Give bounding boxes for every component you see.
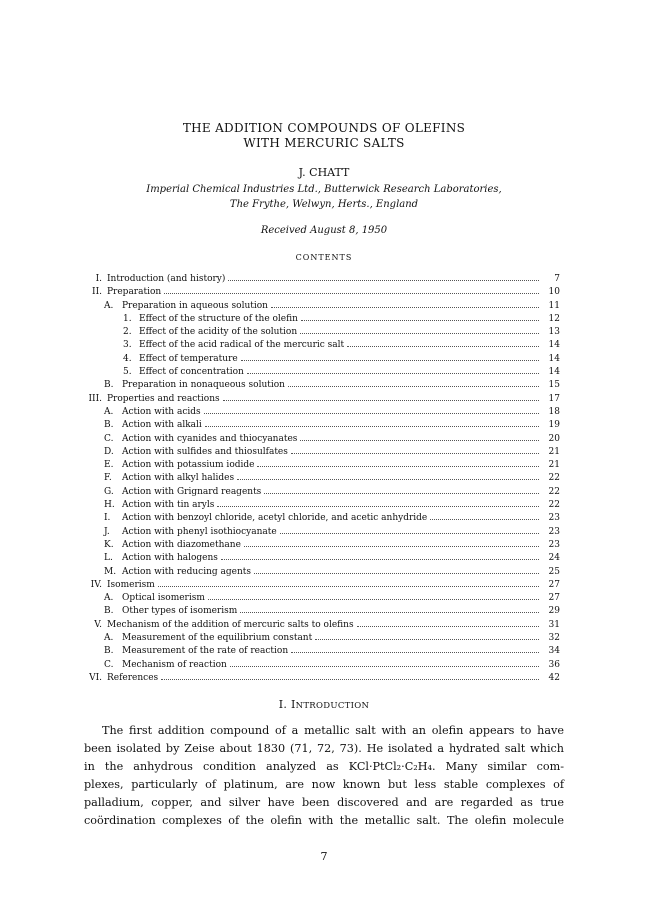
- toc-entry: [72, 511, 560, 524]
- toc-entry-number: III.: [88, 393, 102, 404]
- toc-entry: [72, 445, 560, 458]
- toc-entry-title: Action with tin aryls: [122, 500, 215, 511]
- toc-entry: [72, 432, 560, 445]
- toc-entry-title: Action with Grignard reagents: [122, 486, 262, 497]
- toc-entry-number: J.: [104, 526, 110, 537]
- toc-entry-page: 22: [548, 486, 560, 497]
- toc-entry-page: 23: [548, 526, 560, 537]
- toc-leader-dots: [264, 485, 539, 494]
- toc-entry-title: Effect of concentration: [139, 367, 244, 378]
- toc-entry: [72, 312, 560, 325]
- toc-leader-dots: [430, 511, 539, 520]
- body-line: plexes, particularly of platinum, are now known but less stable complexes of: [84, 778, 564, 791]
- toc-leader-dots: [315, 631, 539, 640]
- affiliation-line-1: Imperial Chemical Industries Ltd., Butterwick Research Laboratories,: [146, 184, 502, 195]
- toc-leader-dots: [161, 671, 539, 680]
- toc-entry-number: 1.: [123, 313, 132, 324]
- toc-entry: [72, 365, 560, 378]
- toc-entry: [72, 405, 560, 418]
- toc-entry-number: A.: [104, 593, 114, 604]
- toc-entry: [72, 591, 560, 604]
- toc-entry-page: 20: [548, 433, 560, 444]
- toc-leader-dots: [244, 538, 539, 547]
- toc-entry-page: 23: [548, 513, 560, 524]
- toc-entry: [72, 299, 560, 312]
- toc-entry-page: 22: [548, 500, 560, 511]
- toc-leader-dots: [208, 591, 539, 600]
- toc-entry-number: 2.: [123, 327, 132, 338]
- toc-entry: [72, 525, 560, 538]
- toc-entry-number: A.: [104, 300, 114, 311]
- toc-entry-number: IV.: [90, 579, 102, 590]
- toc-entry-title: Measurement of the equilibrium constant: [122, 633, 313, 644]
- affiliation-line-2: The Frythe, Welwyn, Herts., England: [229, 199, 419, 210]
- body-line: been isolated by Zeise about 1830 (71, 72, 73). He isolated a hydrated salt which: [84, 742, 564, 755]
- body-line: coördination complexes of the olefin with the metallic salt. The olefin molecule: [84, 814, 564, 827]
- toc-entry-title: Effect of the acid radical of the mercuric salt: [139, 340, 345, 351]
- toc-entry-page: 36: [548, 659, 560, 670]
- toc-entry-number: F.: [104, 473, 112, 484]
- received-date: Received August 8, 1950: [260, 225, 388, 236]
- toc-entry-number: II.: [92, 287, 102, 298]
- toc-entry-title: Isomerism: [107, 579, 155, 590]
- author-name: J. CHATT: [298, 166, 350, 179]
- toc-entry-title: Action with phenyl isothiocyanate: [122, 526, 277, 537]
- toc-entry-page: 29: [548, 606, 560, 617]
- toc-entry-title: Action with potassium iodide: [122, 460, 255, 471]
- toc-entry-number: 4.: [123, 353, 132, 364]
- toc-entry-number: B.: [104, 646, 114, 657]
- toc-entry-number: K.: [104, 539, 114, 550]
- toc-leader-dots: [291, 445, 539, 454]
- toc-leader-dots: [291, 644, 539, 653]
- toc-leader-dots: [217, 498, 539, 507]
- toc-entry-number: C.: [104, 659, 114, 670]
- toc-leader-dots: [223, 392, 539, 401]
- toc-entry-number: M.: [104, 566, 117, 577]
- toc-entry-page: 17: [548, 393, 560, 404]
- body-line: The first addition compound of a metallic salt with an olefin appears to have: [102, 724, 564, 737]
- toc-entry-number: A.: [104, 633, 114, 644]
- toc-entry-page: 27: [548, 593, 560, 604]
- toc-entry-title: Action with reducing agents: [122, 566, 251, 577]
- toc-entry-title: Effect of the acidity of the solution: [139, 327, 298, 338]
- toc-leader-dots: [257, 458, 539, 467]
- toc-entry: [72, 604, 560, 617]
- toc-leader-dots: [164, 285, 539, 294]
- toc-entry-page: 21: [548, 446, 560, 457]
- toc-entry-number: VI.: [89, 672, 102, 683]
- toc-entry-number: E.: [104, 460, 114, 471]
- toc-entry: [72, 471, 560, 484]
- toc-entry-number: D.: [104, 446, 114, 457]
- toc-leader-dots: [280, 525, 539, 534]
- toc-entry-page: 31: [548, 619, 560, 630]
- article-title-line-1: THE ADDITION COMPOUNDS OF OLEFINS: [182, 121, 466, 135]
- toc-entry-page: 15: [548, 380, 560, 391]
- toc-entry-page: 22: [548, 473, 560, 484]
- toc-entry-page: 25: [548, 566, 560, 577]
- toc-entry-page: 7: [554, 274, 560, 284]
- article-title-line-2: WITH MERCURIC SALTS: [243, 136, 405, 150]
- toc-entry-number: A.: [104, 406, 114, 417]
- toc-leader-dots: [221, 551, 539, 560]
- section-heading-text: I. INTRODUCTION: [278, 698, 370, 711]
- toc-entry-title: Preparation in aqueous solution: [122, 300, 268, 311]
- toc-entry-title: Preparation: [107, 287, 162, 298]
- toc-entry: [72, 671, 560, 684]
- toc-entry-number: B.: [104, 380, 114, 391]
- table-of-contents: [72, 272, 560, 684]
- contents-heading: CONTENTS: [295, 253, 353, 262]
- toc-entry-title: Action with acids: [122, 406, 201, 417]
- toc-entry-page: 27: [548, 579, 560, 590]
- toc-entry: [72, 338, 560, 351]
- toc-leader-dots: [271, 299, 539, 308]
- toc-entry: [72, 644, 560, 657]
- toc-leader-dots: [254, 565, 539, 574]
- toc-entry-title: Action with halogens: [122, 553, 218, 564]
- toc-entry-title: Preparation in nonaqueous solution: [122, 380, 285, 391]
- toc-entry-page: 42: [548, 672, 560, 683]
- toc-entry: [72, 538, 560, 551]
- toc-entry-title: Introduction (and history): [107, 274, 226, 284]
- toc-entry-page: 10: [548, 287, 560, 298]
- toc-entry-number: C.: [104, 433, 114, 444]
- toc-entry-number: L.: [104, 553, 113, 564]
- body-line: palladium, copper, and silver have been discovered and are regarded as true: [84, 796, 564, 809]
- toc-entry: [72, 658, 560, 671]
- body-paragraph: [84, 722, 564, 830]
- toc-entry-page: 14: [548, 367, 560, 378]
- toc-entry-page: 32: [548, 633, 560, 644]
- toc-entry: [72, 498, 560, 511]
- toc-entry: [72, 551, 560, 564]
- toc-entry-page: 12: [548, 313, 560, 324]
- toc-entry: [72, 565, 560, 578]
- toc-leader-dots: [204, 405, 539, 414]
- toc-entry: [72, 352, 560, 365]
- toc-entry-title: Measurement of the rate of reaction: [122, 646, 289, 657]
- toc-leader-dots: [158, 578, 539, 587]
- toc-entry-number: V.: [94, 619, 102, 630]
- toc-leader-dots: [228, 272, 539, 281]
- toc-entry-number: H.: [104, 500, 115, 511]
- toc-entry-title: Other types of isomerism: [122, 606, 238, 617]
- toc-entry-title: Effect of the structure of the olefin: [139, 313, 298, 324]
- toc-entry-title: Action with cyanides and thiocyanates: [122, 433, 298, 444]
- toc-entry: [72, 578, 560, 591]
- toc-entry-title: Action with alkyl halides: [122, 473, 235, 484]
- toc-entry-number: 3.: [123, 340, 132, 351]
- toc-entry-page: 11: [548, 300, 560, 311]
- toc-entry: [72, 378, 560, 391]
- toc-entry-title: Action with sulfides and thiosulfates: [122, 446, 288, 457]
- toc-entry: [72, 418, 560, 431]
- toc-entry-page: 23: [548, 539, 560, 550]
- toc-entry-number: I.: [95, 274, 102, 284]
- toc-entry: [72, 631, 560, 644]
- toc-leader-dots: [301, 312, 539, 321]
- toc-entry-number: 5.: [123, 367, 132, 378]
- toc-entry-page: 18: [548, 406, 560, 417]
- toc-entry-page: 14: [548, 353, 560, 364]
- toc-leader-dots: [240, 604, 539, 613]
- toc-entry-number: B.: [104, 606, 114, 617]
- toc-leader-dots: [247, 365, 539, 374]
- toc-leader-dots: [230, 658, 539, 667]
- toc-leader-dots: [347, 338, 539, 347]
- toc-leader-dots: [205, 418, 539, 427]
- toc-leader-dots: [241, 352, 539, 361]
- toc-entry-page: 13: [548, 327, 560, 338]
- toc-entry-page: 21: [548, 460, 560, 471]
- toc-entry-title: Mechanism of reaction: [122, 659, 227, 670]
- toc-leader-dots: [288, 378, 539, 387]
- toc-entry-number: G.: [104, 486, 114, 497]
- toc-leader-dots: [300, 325, 539, 334]
- toc-entry: [72, 392, 560, 405]
- toc-entry-title: Effect of temperature: [139, 353, 238, 364]
- toc-entry: [72, 325, 560, 338]
- toc-entry-page: 14: [548, 340, 560, 351]
- toc-entry: [72, 618, 560, 631]
- toc-entry-page: 34: [548, 646, 560, 657]
- section-heading: [0, 698, 648, 711]
- toc-entry-page: 19: [548, 420, 560, 431]
- toc-leader-dots: [237, 471, 539, 480]
- toc-entry-title: Properties and reactions: [107, 393, 220, 404]
- toc-leader-dots: [357, 618, 539, 627]
- toc-entry-number: B.: [104, 420, 114, 431]
- page-number: 7: [320, 850, 328, 863]
- toc-entry-title: References: [107, 672, 159, 683]
- toc-entry-title: Action with alkali: [122, 420, 202, 431]
- toc-entry-title: Action with benzoyl chloride, acetyl chloride, and acetic anhydride: [122, 513, 428, 524]
- toc-entry-number: I.: [104, 513, 111, 524]
- toc-entry-title: Action with diazomethane: [122, 539, 241, 550]
- toc-entry-title: Optical isomerism: [122, 593, 205, 604]
- body-line: in the anhydrous condition analyzed as KCl·PtCl₂·C₂H₄. Many similar com-: [84, 760, 564, 773]
- toc-entry-page: 24: [548, 553, 560, 564]
- toc-entry-title: Mechanism of the addition of mercuric salts to olefins: [107, 619, 354, 630]
- toc-entry: [72, 272, 560, 285]
- toc-entry: [72, 285, 560, 298]
- toc-leader-dots: [300, 432, 539, 441]
- toc-entry: [72, 485, 560, 498]
- toc-entry: [72, 458, 560, 471]
